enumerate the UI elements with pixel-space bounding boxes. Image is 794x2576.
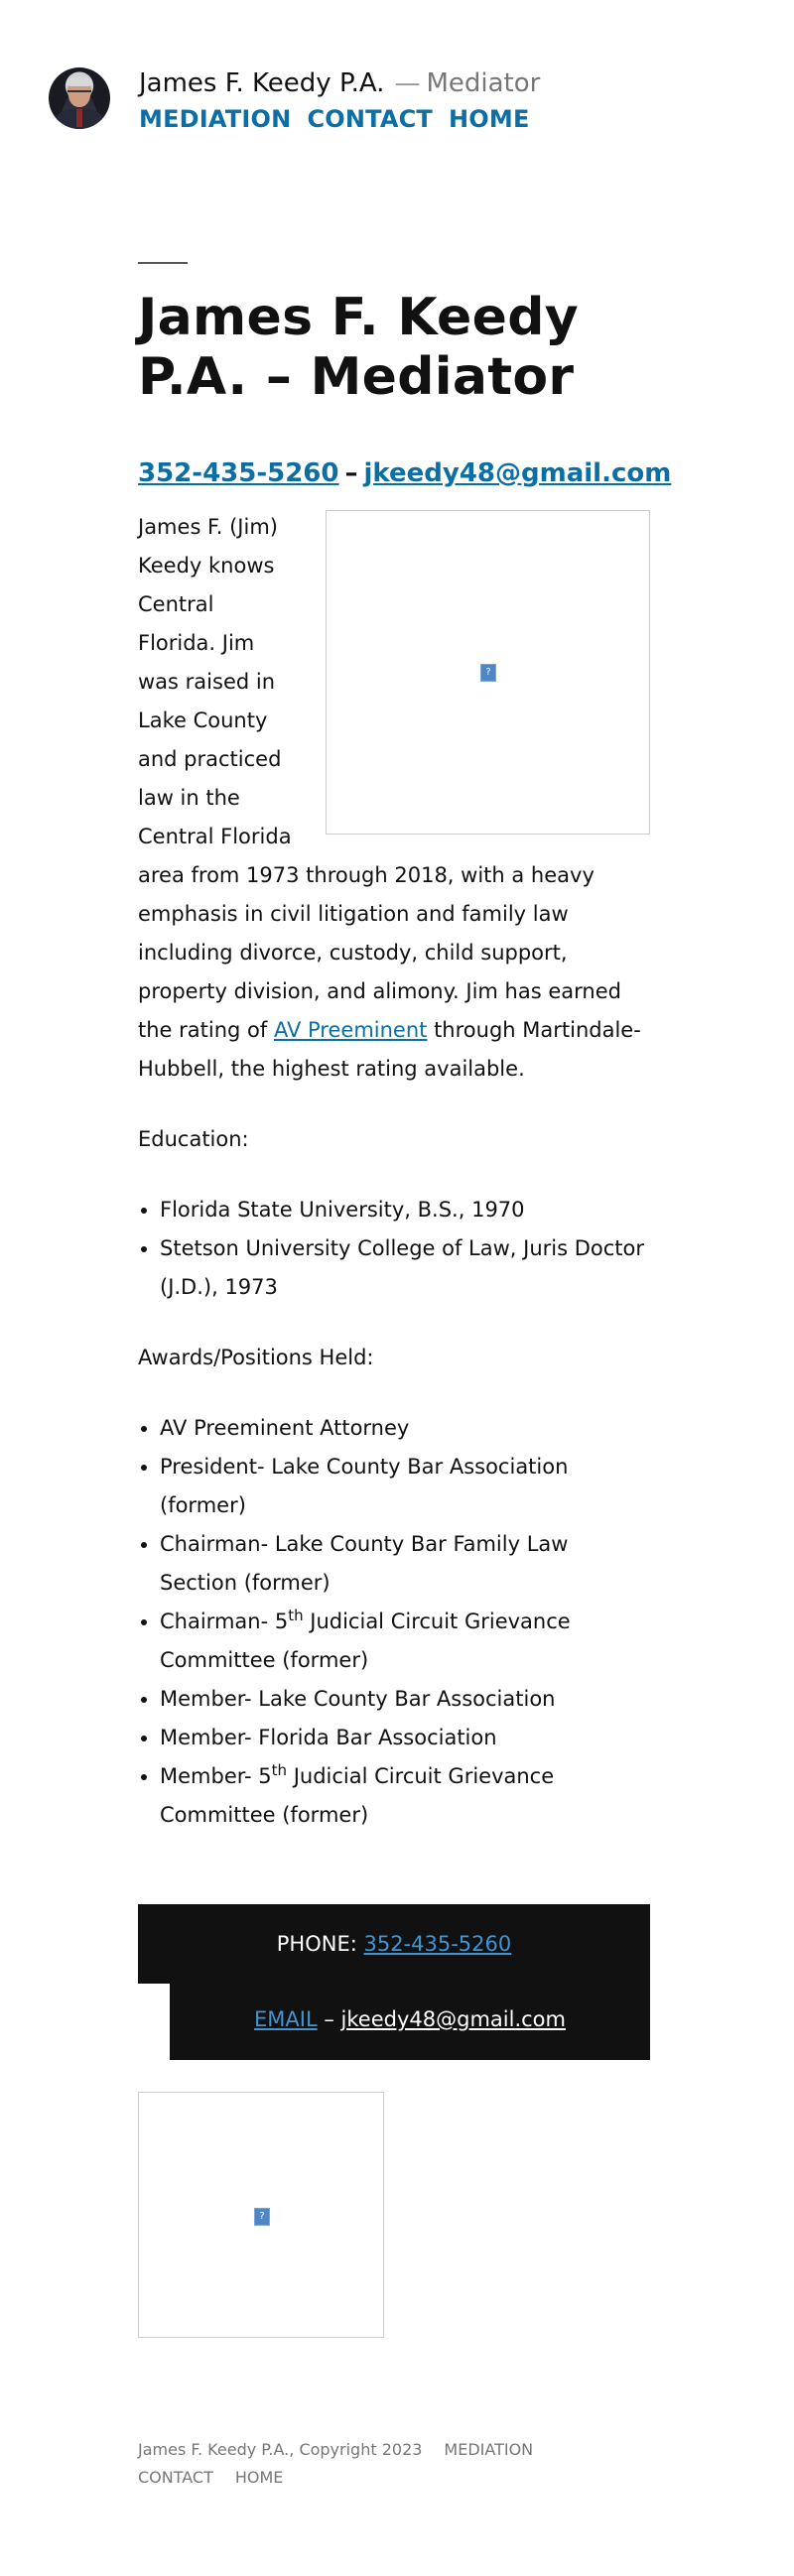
awards-heading: Awards/Positions Held: (138, 1346, 374, 1369)
av-preeminent-link[interactable]: AV Preeminent (273, 1018, 428, 1042)
footer-link-home[interactable]: HOME (234, 2468, 284, 2487)
email-separator: – (317, 2007, 341, 2031)
site-footer (138, 2436, 654, 2492)
phone-label: PHONE: (276, 1932, 364, 1956)
avatar-glasses (67, 90, 91, 97)
cta-phone-link[interactable]: 352-435-5260 (363, 1932, 512, 1956)
broken-image-icon: ? (480, 664, 496, 682)
list-item: • Stetson University College of Law, Juris Doctor (J.D.), 1973 (160, 1229, 650, 1307)
site-tagline: Mediator (426, 68, 541, 98)
list-item: • Florida State University, B.S., 1970 (160, 1191, 650, 1229)
title-divider (138, 262, 188, 264)
main-content (138, 262, 672, 1835)
title-separator: — (394, 68, 421, 98)
nav-home[interactable]: HOME (449, 105, 530, 133)
nav-contact[interactable]: CONTACT (307, 105, 434, 133)
bio-text-end: through Martindale-Hubbell, the highest rating available. (138, 1018, 641, 1081)
contact-line (138, 456, 672, 490)
footer-link-contact[interactable]: CONTACT (138, 2468, 213, 2487)
education-heading: Education: (138, 1127, 249, 1151)
phone-cta (138, 1904, 650, 1984)
main-nav (139, 105, 546, 133)
cta-email-link[interactable]: jkeedy48@gmail.com (340, 2007, 566, 2031)
footer-copyright: James F. Keedy P.A., Copyright 2023 (138, 2440, 423, 2459)
list-item: • AV Preeminent Attorney (160, 1409, 650, 1448)
email-cta (170, 1983, 650, 2060)
cta-email-label-link[interactable]: EMAIL (254, 2007, 318, 2031)
avatar-tie (76, 109, 82, 127)
site-title[interactable]: James F. Keedy P.A. (139, 68, 385, 98)
list-item: • Member- 5th Judicial Circuit Grievance Committee (former) (160, 1757, 650, 1835)
secondary-image-placeholder (138, 2092, 384, 2338)
bio-content (138, 508, 650, 1835)
list-item: • President- Lake County Bar Association (former) (160, 1448, 650, 1525)
page-title: James F. Keedy P.A. – Mediator (138, 288, 579, 407)
site-header (49, 67, 743, 147)
education-list (138, 1191, 650, 1307)
bio-text: James F. (Jim) Keedy knows Central Florida. Jim was raised in Lake County and practiced law in the Central Florida area from 1973 through 2018, with a heavy emphasis in civil litigation and family law including divorce, custody, child support, property division, and alimony. Jim has earned the rating of (138, 515, 621, 1042)
avatar[interactable] (49, 67, 110, 129)
footer-link-mediation[interactable]: MEDIATION (444, 2440, 534, 2459)
list-item: • Chairman- 5th Judicial Circuit Grievance Committee (former) (160, 1603, 650, 1680)
nav-mediation[interactable]: MEDIATION (139, 105, 292, 133)
bio-image-placeholder (326, 510, 650, 835)
email-link[interactable]: jkeedy48@gmail.com (363, 458, 672, 488)
contact-dash: – (344, 458, 358, 488)
avatar-hair (66, 76, 92, 86)
list-item: • Chairman- Lake County Bar Family Law Section (former) (160, 1525, 650, 1603)
list-item: • Member- Lake County Bar Association (160, 1680, 650, 1719)
broken-image-icon: ? (254, 2208, 270, 2226)
phone-link[interactable]: 352-435-5260 (138, 458, 339, 488)
list-item: • Member- Florida Bar Association (160, 1719, 650, 1757)
site-title-row (139, 67, 540, 99)
awards-list (138, 1409, 650, 1835)
